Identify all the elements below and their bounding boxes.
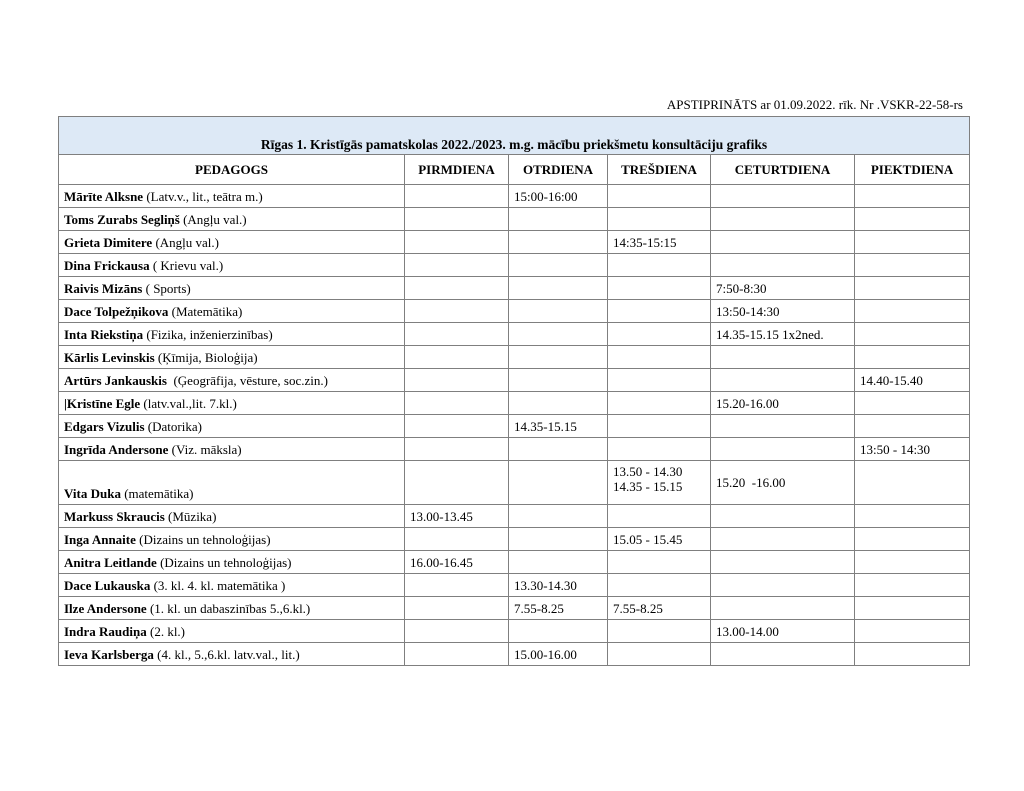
time-cell-wed: 15.05 - 15.45 <box>608 528 711 551</box>
teacher-name: Raivis Mizāns <box>64 280 143 296</box>
time-cell-wed <box>608 415 711 438</box>
time-cell-tue <box>509 231 608 254</box>
time-cell-wed <box>608 438 711 461</box>
teacher-subject: (latv.val.,lit. 7.kl.) <box>140 395 237 411</box>
teacher-subject: (4. kl., 5.,6.kl. latv.val., lit.) <box>153 646 300 662</box>
time-cell-mon <box>405 597 509 620</box>
teacher-subject: (Ķīmija, Bioloģija) <box>154 349 258 365</box>
time-cell-thu: 15.20 -16.00 <box>711 461 855 505</box>
time-cell-fri <box>855 277 970 300</box>
time-cell-fri <box>855 505 970 528</box>
time-cell-fri <box>855 528 970 551</box>
time-cell-tue <box>509 505 608 528</box>
time-cell-tue <box>509 369 608 392</box>
time-cell-tue <box>509 528 608 551</box>
header-pirmdiena: PIRMDIENA <box>405 155 509 185</box>
time-cell-fri <box>855 461 970 505</box>
time-cell-thu <box>711 415 855 438</box>
time-cell-mon <box>405 231 509 254</box>
time-cell-thu <box>711 438 855 461</box>
teacher-subject: (2. kl.) <box>146 623 186 639</box>
time-cell-fri <box>855 392 970 415</box>
time-cell-tue: 15.00-16.00 <box>509 643 608 666</box>
time-cell-thu: 14.35-15.15 1x2ned. <box>711 323 855 346</box>
teacher-cell <box>59 643 405 666</box>
time-cell-wed: 13.50 - 14.30 14.35 - 15.15 <box>608 461 711 505</box>
teacher-cell <box>59 461 405 505</box>
table-row <box>59 346 970 369</box>
time-cell-tue <box>509 346 608 369</box>
header-otrdiena: OTRDIENA <box>509 155 608 185</box>
time-cell-tue <box>509 620 608 643</box>
table-title: Rīgas 1. Kristīgās pamatskolas 2022./2023. m.g. mācību priekšmetu konsultāciju grafiks <box>59 117 970 155</box>
table-row <box>59 369 970 392</box>
table-row <box>59 392 970 415</box>
teacher-name: Grieta Dimitere <box>64 234 153 250</box>
time-cell-tue: 13.30-14.30 <box>509 574 608 597</box>
time-cell-wed <box>608 369 711 392</box>
time-cell-mon <box>405 323 509 346</box>
time-cell-wed <box>608 323 711 346</box>
teacher-subject: (Dizains un tehnoloģijas) <box>156 554 292 570</box>
time-cell-mon <box>405 277 509 300</box>
teacher-subject: ( Krievu val.) <box>149 257 224 273</box>
time-cell-fri <box>855 254 970 277</box>
table-row <box>59 528 970 551</box>
time-cell-wed <box>608 574 711 597</box>
table-row <box>59 597 970 620</box>
time-cell-thu <box>711 208 855 231</box>
time-cell-thu <box>711 597 855 620</box>
header-ceturtdiena: CETURTDIENA <box>711 155 855 185</box>
teacher-name: Toms Zurabs Segliņš <box>64 211 180 227</box>
teacher-subject: (Viz. māksla) <box>168 441 242 457</box>
table-row <box>59 643 970 666</box>
teacher-subject: (Fizika, inženierzinības) <box>143 326 273 342</box>
teacher-cell <box>59 254 405 277</box>
time-cell-tue <box>509 461 608 505</box>
time-cell-wed <box>608 392 711 415</box>
teacher-cell <box>59 300 405 323</box>
teacher-cell <box>59 231 405 254</box>
teacher-cell <box>59 185 405 208</box>
table-row <box>59 574 970 597</box>
teacher-name: Ingrīda Andersone <box>64 441 169 457</box>
teacher-cell <box>59 323 405 346</box>
time-cell-tue <box>509 254 608 277</box>
time-cell-wed: 7.55-8.25 <box>608 597 711 620</box>
time-cell-tue <box>509 551 608 574</box>
teacher-subject: (Matemātika) <box>168 303 243 319</box>
teacher-cell <box>59 392 405 415</box>
time-cell-wed <box>608 300 711 323</box>
time-cell-tue: 14.35-15.15 <box>509 415 608 438</box>
time-cell-fri <box>855 185 970 208</box>
table-row <box>59 277 970 300</box>
time-cell-mon <box>405 346 509 369</box>
time-cell-tue <box>509 208 608 231</box>
table-row <box>59 208 970 231</box>
time-cell-wed <box>608 185 711 208</box>
time-cell-tue <box>509 323 608 346</box>
teacher-cell <box>59 528 405 551</box>
teacher-cell <box>59 208 405 231</box>
teacher-subject: (3. kl. 4. kl. matemātika ) <box>150 577 286 593</box>
teacher-cell <box>59 277 405 300</box>
teacher-name: Dace Tolpežņikova <box>64 303 169 319</box>
time-cell-thu <box>711 551 855 574</box>
teacher-subject: (1. kl. un dabaszinības 5.,6.kl.) <box>146 600 311 616</box>
teacher-cell <box>59 438 405 461</box>
time-cell-tue: 7.55-8.25 <box>509 597 608 620</box>
time-cell-mon <box>405 643 509 666</box>
teacher-name: Kārlis Levinskis <box>64 349 155 365</box>
teacher-name: Vita Duka <box>64 486 121 501</box>
time-cell-wed: 14:35-15:15 <box>608 231 711 254</box>
time-cell-thu <box>711 254 855 277</box>
time-cell-mon <box>405 392 509 415</box>
time-cell-tue: 15:00-16:00 <box>509 185 608 208</box>
teacher-name: Anitra Leitlande <box>64 554 157 570</box>
header-row <box>59 155 970 185</box>
time-cell-thu <box>711 643 855 666</box>
time-cell-fri <box>855 323 970 346</box>
teacher-subject: ( Sports) <box>142 280 191 296</box>
time-cell-thu <box>711 528 855 551</box>
time-cell-tue <box>509 392 608 415</box>
teacher-name: Edgars Vizulis <box>64 418 145 434</box>
time-cell-thu <box>711 505 855 528</box>
teacher-cell <box>59 597 405 620</box>
header-tresdiena: TREŠDIENA <box>608 155 711 185</box>
time-cell-mon: 13.00-13.45 <box>405 505 509 528</box>
time-cell-wed <box>608 346 711 369</box>
time-cell-fri <box>855 346 970 369</box>
time-cell-thu: 15.20-16.00 <box>711 392 855 415</box>
time-cell-thu: 13:50-14:30 <box>711 300 855 323</box>
time-cell-thu <box>711 346 855 369</box>
teacher-cell <box>59 346 405 369</box>
time-cell-fri <box>855 300 970 323</box>
table-title-row <box>59 117 970 155</box>
time-cell-wed <box>608 643 711 666</box>
teacher-subject: (Dizains un tehnoloģijas) <box>135 531 271 547</box>
time-cell-mon <box>405 438 509 461</box>
teacher-name: Dace Lukauska <box>64 577 151 593</box>
table-row <box>59 254 970 277</box>
teacher-name: Mārīte Alksne <box>64 188 144 204</box>
teacher-subject: (Angļu val.) <box>152 234 219 250</box>
table-row <box>59 323 970 346</box>
time-cell-tue <box>509 300 608 323</box>
teacher-name: |Kristīne Egle <box>64 395 141 411</box>
time-cell-thu <box>711 574 855 597</box>
time-cell-thu: 7:50-8:30 <box>711 277 855 300</box>
time-cell-mon <box>405 620 509 643</box>
teacher-cell <box>59 505 405 528</box>
time-cell-thu <box>711 369 855 392</box>
time-cell-fri <box>855 574 970 597</box>
time-cell-thu <box>711 231 855 254</box>
table-row <box>59 620 970 643</box>
time-cell-wed <box>608 551 711 574</box>
teacher-subject: (Angļu val.) <box>179 211 247 227</box>
time-cell-mon: 16.00-16.45 <box>405 551 509 574</box>
table-row <box>59 551 970 574</box>
time-cell-fri <box>855 208 970 231</box>
table-row <box>59 438 970 461</box>
time-cell-thu <box>711 185 855 208</box>
teacher-subject: (Mūzika) <box>164 508 217 524</box>
time-cell-fri <box>855 597 970 620</box>
header-pedagogs: PEDAGOGS <box>59 155 405 185</box>
time-cell-fri <box>855 231 970 254</box>
table-row <box>59 185 970 208</box>
teacher-subject: (Latv.v., lit., teātra m.) <box>143 188 263 204</box>
time-cell-mon <box>405 254 509 277</box>
time-cell-mon <box>405 208 509 231</box>
time-cell-mon <box>405 461 509 505</box>
table-row <box>59 231 970 254</box>
time-cell-fri <box>855 415 970 438</box>
teacher-subject: (Ģeogrāfija, vēsture, soc.zin.) <box>166 372 328 388</box>
time-cell-mon <box>405 185 509 208</box>
time-cell-tue <box>509 277 608 300</box>
teacher-cell <box>59 551 405 574</box>
teacher-name: Ieva Karlsberga <box>64 646 154 662</box>
table-row <box>59 415 970 438</box>
time-cell-mon <box>405 528 509 551</box>
time-cell-thu: 13.00-14.00 <box>711 620 855 643</box>
time-cell-mon <box>405 415 509 438</box>
teacher-name: Ilze Andersone <box>64 600 147 616</box>
time-cell-wed <box>608 254 711 277</box>
teacher-subject: (Datorika) <box>144 418 202 434</box>
consultation-schedule-table <box>58 116 970 666</box>
time-cell-wed <box>608 620 711 643</box>
header-piektdiena: PIEKTDIENA <box>855 155 970 185</box>
time-cell-wed <box>608 208 711 231</box>
table-row <box>59 505 970 528</box>
teacher-name: Artūrs Jankauskis <box>64 372 167 388</box>
table-row <box>59 300 970 323</box>
time-cell-fri: 13:50 - 14:30 <box>855 438 970 461</box>
teacher-cell <box>59 620 405 643</box>
time-cell-mon <box>405 369 509 392</box>
time-cell-mon <box>405 300 509 323</box>
teacher-name: Inta Riekstiņa <box>64 326 144 342</box>
teacher-name: Markuss Skraucis <box>64 508 165 524</box>
teacher-cell <box>59 369 405 392</box>
time-cell-fri <box>855 620 970 643</box>
teacher-name: Inga Annaite <box>64 531 136 547</box>
approval-note: APSTIPRINĀTS ar 01.09.2022. rīk. Nr .VSKR-22-58-rs <box>666 97 963 112</box>
time-cell-fri: 14.40-15.40 <box>855 369 970 392</box>
time-cell-fri <box>855 551 970 574</box>
time-cell-wed <box>608 505 711 528</box>
teacher-cell <box>59 574 405 597</box>
time-cell-fri <box>855 643 970 666</box>
teacher-cell <box>59 415 405 438</box>
time-cell-wed <box>608 277 711 300</box>
teacher-name: Indra Raudiņa <box>64 623 147 639</box>
teacher-name: Dina Frickausa <box>64 257 150 273</box>
teacher-subject: (matemātika) <box>120 486 194 501</box>
time-cell-tue <box>509 438 608 461</box>
time-cell-mon <box>405 574 509 597</box>
table-row <box>59 461 970 505</box>
